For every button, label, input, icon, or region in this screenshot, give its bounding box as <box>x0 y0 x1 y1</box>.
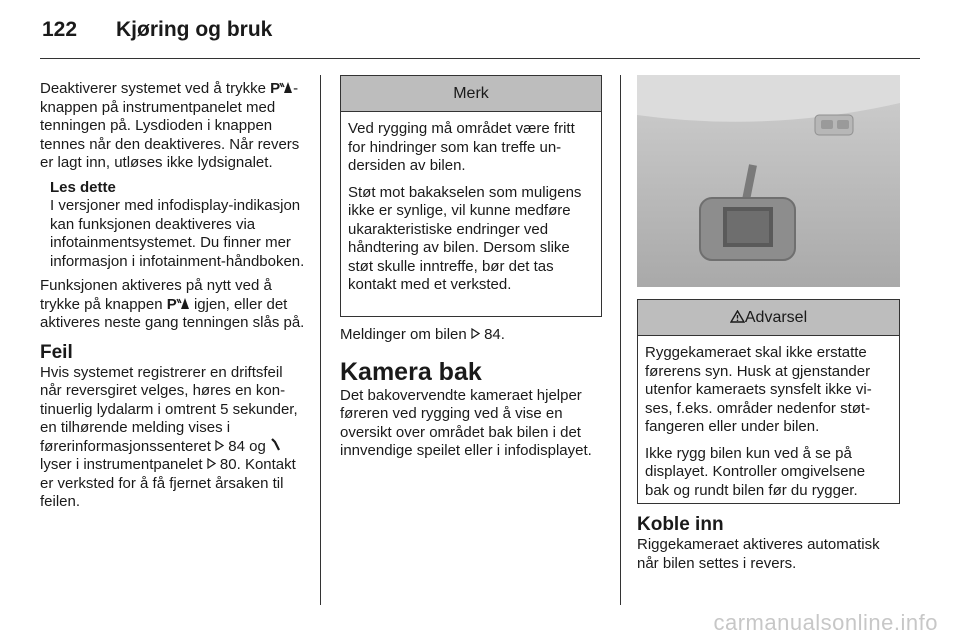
warning-box-header <box>638 300 899 336</box>
note-box-text-2: Støt mot bakakselen som muligens ikke er synlige, vil kunne medføre ukarakteristiske endringer ved håndtering av bilen. Dersom slike støt skulle inntreffe, bør det tas kontakt med et verksted. <box>348 183 582 293</box>
note-block <box>40 179 306 272</box>
note-box-title: Merk <box>341 76 601 112</box>
warning-title: Advarsel <box>744 309 808 326</box>
section-title-feil: Feil <box>40 341 73 363</box>
paragraph-activation: Riggekameraet aktiveres automatisk når bilen settes i revers. <box>637 536 880 572</box>
paragraph-deactivate: Deaktiverer systemet ved å trykke P -knappen på instrumentpanelet med tenningen på. Lysdioden i knappen tennes når den deaktiveres. Når revers er lagt inn, utløses ikke lydsignalet. <box>40 80 300 171</box>
page-number: 122 <box>42 18 78 41</box>
rear-view-mirror-photo <box>637 75 900 287</box>
column-1 <box>40 80 306 512</box>
mirror-illustration <box>637 75 900 287</box>
page-title: Kjøring og bruk <box>116 18 273 41</box>
paragraph-camera: Det bakovervendte kameraet hjelper føreren ved rygging ved å vise en oversikt over området bak bilen i det innvendige speilet eller i infodisplayet. <box>340 386 592 459</box>
warning-text-2: Ikke rygg bilen kun ved å se på displayet. Kontroller omgivelsene bak og rundt bilen før du rygger. <box>645 444 866 499</box>
column-divider-2 <box>620 75 621 605</box>
warning-text-1: Ryggekameraet skal ikke erstatte førerens syn. Husk at gjenstander utenfor kameraets synsfelt ikke vises, f.eks. områder nedenfor støtfangeren eller under bilen. <box>645 344 872 435</box>
page-ref-arrow-icon <box>215 438 224 455</box>
page-ref-arrow-icon <box>207 456 216 473</box>
paragraph-messages: Meldinger om bilen 84. <box>340 326 505 343</box>
page-ref[interactable]: 84. <box>484 326 505 343</box>
wrench-icon <box>270 438 281 455</box>
note-title: Les dette <box>50 178 116 196</box>
column-divider-1 <box>320 75 321 605</box>
paragraph-reactivate: Funksjonen aktiveres på nytt ved å trykke på knappen P igjen, eller det aktiveres neste gang tenningen slås på. <box>40 277 305 331</box>
note-text: I versjoner med infodisplay-indikasjon kan funksjonen deaktiveres via infotainmentsystemet. Du finner mer informasjon i infotainment-håndboken. <box>50 197 305 270</box>
page-ref[interactable]: 80. <box>219 456 241 473</box>
watermark: carmanualsonline.info <box>713 610 938 635</box>
page-ref-arrow-icon <box>471 326 480 343</box>
paragraph-fault: Hvis systemet registrerer en driftsfeil når reversgiret velges, høres en kontinuerlig lydalarm i omtrent 5 sekunder, en tilhørende melding vises i førerinformasjonssenteret 84 og lyser i instrumentpanelet 80. Kontakt er verksted for å få fjernet årsaken til feilen. <box>40 363 298 510</box>
section-title-koble-inn: Koble inn <box>637 514 724 535</box>
header-rule <box>40 58 920 59</box>
note-box-merk <box>340 75 602 317</box>
section-heading-kamera-bak: Kamera bak <box>340 357 482 386</box>
page-header <box>42 18 272 42</box>
column-2-text <box>340 326 605 461</box>
column-3-text <box>637 514 903 573</box>
park-assist-button-icon: P <box>167 296 190 313</box>
page-ref[interactable]: 84 <box>228 437 245 455</box>
warning-triangle-icon <box>730 309 745 326</box>
warning-box <box>637 299 900 504</box>
park-assist-button-icon: P <box>270 80 293 97</box>
note-box-text-1: Ved rygging må området være fritt for hindringer som kan treffe undersiden av bilen. <box>348 120 575 174</box>
